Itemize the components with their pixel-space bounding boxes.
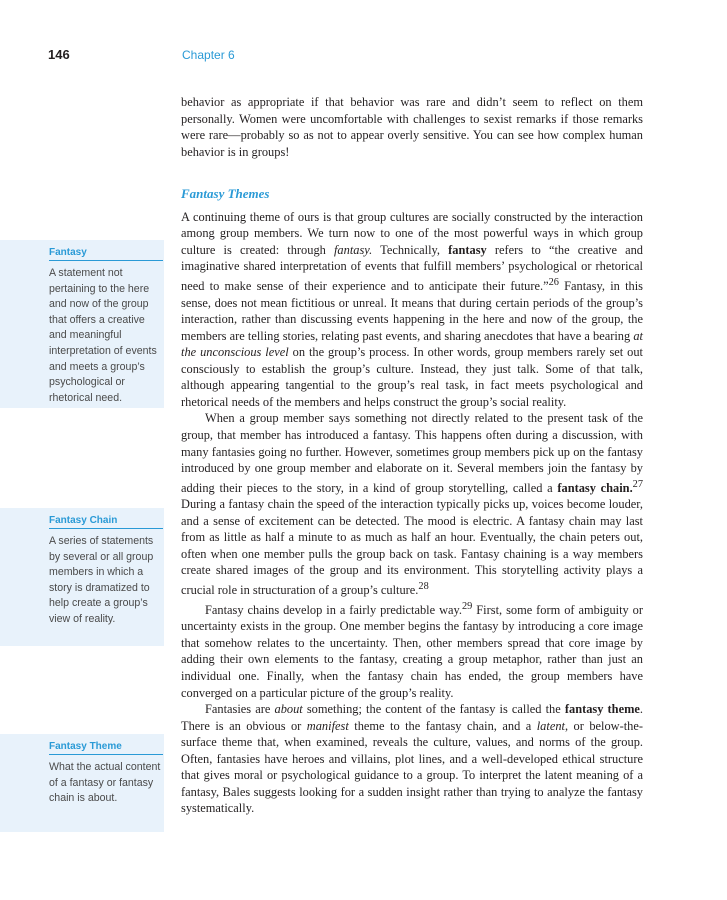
margin-note-fantasy-chain bbox=[0, 508, 164, 646]
chapter-label: Chapter 6 bbox=[182, 48, 235, 62]
paragraph-5: Fantasies are about something; the content of the fantasy is called the fantasy theme. There is an obvious or manifest theme to the fantasy chain, and a latent, or below-the-surface theme that, when examined, reveals the culture, values, and norms of the group. Often, fantasies have heroes and villains, plot lines, and a well-developed ethical structure that gives moral or psychological guidance to a group. To interpret the latent meaning of a fantasy, Bales suggests looking for a sudden insight rather than trying to analyze the fantasy systematically. bbox=[181, 702, 643, 816]
emphasis: latent bbox=[536, 718, 565, 733]
footnote-ref: 29 bbox=[462, 600, 473, 612]
emphasis: at the unconscious level bbox=[181, 328, 643, 360]
margin-note-fantasy-theme bbox=[0, 734, 164, 832]
paragraph-1: behavior as appropriate if that behavior was rare and didn’t seem to reflect on them personally. Women were uncomfortable with challenges to sexist remarks if those remarks were rare—probably so as not to appear overly sensitive. You can see how complex human behavior is in groups! bbox=[181, 95, 643, 159]
page-number: 146 bbox=[48, 47, 70, 62]
running-head bbox=[37, 47, 687, 67]
margin-note-term: Fantasy bbox=[49, 240, 163, 261]
emphasis: about bbox=[274, 702, 303, 717]
emphasis: manifest bbox=[306, 718, 349, 733]
margin-note-definition: A series of statements by several or all group members in which a story is dramatized to help create a group’s view of reality. bbox=[49, 535, 154, 625]
paragraph-4: Fantasy chains develop in a fairly predictable way.$^{29}$ First, some form of ambiguity or uncertainty exists in the group. One member begins the fantasy by introducing a core image that somehow relates to the uncertainty. Then, other members spread that core image by adding their own elements to the fantasy, creating a group metaphor, rather than just an individual one. Finally, when the fantasy chain has ended, the group members have converged on a particular picture of the group’s reality. bbox=[181, 600, 643, 700]
footnote-ref: 28 bbox=[418, 581, 429, 593]
margin-note-definition: What the actual content of a fantasy or fantasy chain is about. bbox=[49, 761, 161, 805]
paragraph-3: When a group member says something not directly related to the present task of the group, that member has introduced a fantasy. This happens often during a discussion, with many fantasies going no further. However, sometimes group members pick up on the fantasy introduced by one group member and elaborate on it. Several members join the fantasy by adding their pieces to the story, in a kind of group storytelling, called a fantasy chain.$^{27}$ During a fantasy chain the speed of the interaction typically picks up, voices become louder, and a sense of excitement can be detected. The mood is electric. A fantasy chain may last from as little as half a minute to as much as half an hour. Eventually, the chain peters out, often when one member pulls the group back on task. Fantasy chaining is a way members create shared images of the group and its environment. This storytelling activity plays a crucial role in structuration of a group’s culture.$^{28}$ bbox=[181, 411, 643, 598]
footnote-ref: 26 bbox=[548, 276, 559, 288]
margin-note-fantasy bbox=[0, 240, 164, 408]
main-text bbox=[181, 94, 643, 817]
key-term-fantasy: fantasy bbox=[448, 242, 487, 257]
section-heading: Fantasy Themes bbox=[181, 186, 270, 202]
margin-note-term: Fantasy Chain bbox=[49, 508, 163, 529]
margin-note-term: Fantasy Theme bbox=[49, 734, 163, 755]
paragraph-2: A continuing theme of ours is that group cultures are socially constructed by the interaction among group members. We turn now to one of the most powerful ways in which group culture is created: through fantasy. Technically, fantasy refers to “the creative and imaginative shared interpretation of events that fulfill members’ psychological or rhetorical need to make sense of their experience and to anticipate their future.”$^{26}$ Fantasy, in this sense, does not mean fictitious or unreal. It means that during certain periods of the group’s interaction, rather than discussing events happening in the here and now of the group, the members are telling stories, relating past events, and sharing anecdotes that have a bearing at the unconscious level on the group’s process. In other words, group members rarely set out consciously to establish the group’s culture. Instead, they just talk. Some of that talk, although appearing tangential to the group’s real task, in fact meets psychological and rhetorical needs of the members and helps construct the group’s social reality. bbox=[181, 209, 643, 409]
key-term-fantasy-chain: fantasy chain. bbox=[557, 480, 633, 495]
key-term-fantasy-theme: fantasy theme bbox=[564, 702, 640, 717]
footnote-ref: 27 bbox=[632, 478, 643, 490]
emphasis: fantasy. bbox=[333, 242, 373, 257]
margin-note-definition: A statement not pertaining to the here and now of the group that offers a creative and meaningful interpretation of events and meets a group’s psychological or rhetorical need. bbox=[49, 267, 157, 404]
